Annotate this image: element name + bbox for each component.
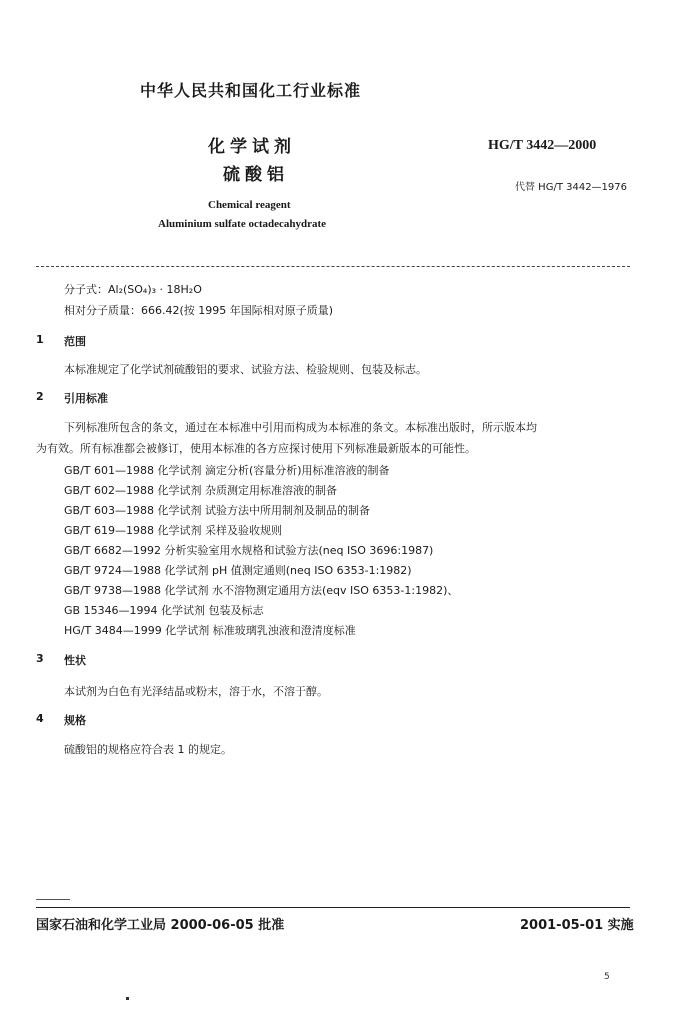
section-text-scope: 本标准规定了化学试剂硫酸铝的要求、试验方法、检验规则、包装及标志。 [64, 363, 427, 376]
standard-title-cn-line2: 硫酸铝 [223, 165, 289, 185]
scan-speck [126, 997, 129, 1000]
reference-item: GB/T 619—1988 化学试剂 采样及验收规则 [64, 524, 282, 537]
reference-item: GB/T 6682—1992 分析实验室用水规格和试验方法(neq ISO 3696:1987) [64, 544, 434, 557]
section-number: 3 [36, 652, 44, 665]
reference-item: GB/T 603—1988 化学试剂 试验方法中所用制剂及制品的制备 [64, 504, 370, 517]
section-title-references: 引用标准 [64, 392, 108, 405]
effective-date: 2001-05-01 实施 [520, 918, 634, 933]
section-number: 2 [36, 390, 44, 403]
header-divider [36, 266, 630, 267]
page-number: 5 [604, 972, 610, 982]
standard-title-cn-line1: 化学试剂 [208, 137, 296, 157]
section-title-specifications: 规格 [64, 714, 86, 727]
molecular-formula: 分子式：Al₂(SO₄)₃ · 18H₂O [64, 283, 202, 296]
section-text-specifications: 硫酸铝的规格应符合表 1 的规定。 [64, 743, 232, 756]
standard-number: HG/T 3442—2000 [488, 138, 597, 153]
reference-item: GB/T 602—1988 化学试剂 杂质测定用标准溶液的制备 [64, 484, 337, 497]
footer-divider [36, 907, 630, 908]
standard-title-en-line1: Chemical reagent [208, 199, 291, 211]
molecular-mass: 相对分子质量：666.42(按 1995 年国际相对原子质量) [64, 304, 334, 317]
reference-item: GB/T 9724—1988 化学试剂 pH 值测定通则(neq ISO 6353-1:1982) [64, 564, 412, 577]
replaces-standard: 代替 HG/T 3442—1976 [515, 182, 628, 193]
section-title-properties: 性状 [64, 654, 86, 667]
reference-item: GB/T 601—1988 化学试剂 滴定分析(容量分析)用标准溶液的制备 [64, 464, 390, 477]
approval-date: 国家石油和化学工业局 2000-06-05 批准 [36, 918, 285, 933]
issuing-authority-heading: 中华人民共和国化工行业标准 [140, 81, 362, 100]
reference-item: GB 15346—1994 化学试剂 包装及标志 [64, 604, 264, 617]
section-text-references-line2: 为有效。所有标准都会被修订，使用本标准的各方应探讨使用下列标准最新版本的可能性。 [36, 442, 476, 455]
section-text-references-line1: 下列标准所包含的条文，通过在本标准中引用而构成为本标准的条文。本标准出版时，所示版本均 [64, 421, 537, 434]
reference-item: HG/T 3484—1999 化学试剂 标准玻璃乳浊液和澄清度标准 [64, 624, 356, 637]
reference-item: GB/T 9738—1988 化学试剂 水不溶物测定通用方法(eqv ISO 6353-1:1982)、 [64, 584, 459, 597]
section-number: 4 [36, 712, 44, 725]
section-title-scope: 范围 [64, 335, 86, 348]
section-number: 1 [36, 333, 44, 346]
standard-title-en-line2: Aluminium sulfate octadecahydrate [158, 218, 327, 230]
section-text-properties: 本试剂为白色有光泽结晶或粉末，溶于水，不溶于醇。 [64, 685, 328, 698]
footer-mark [36, 899, 70, 900]
